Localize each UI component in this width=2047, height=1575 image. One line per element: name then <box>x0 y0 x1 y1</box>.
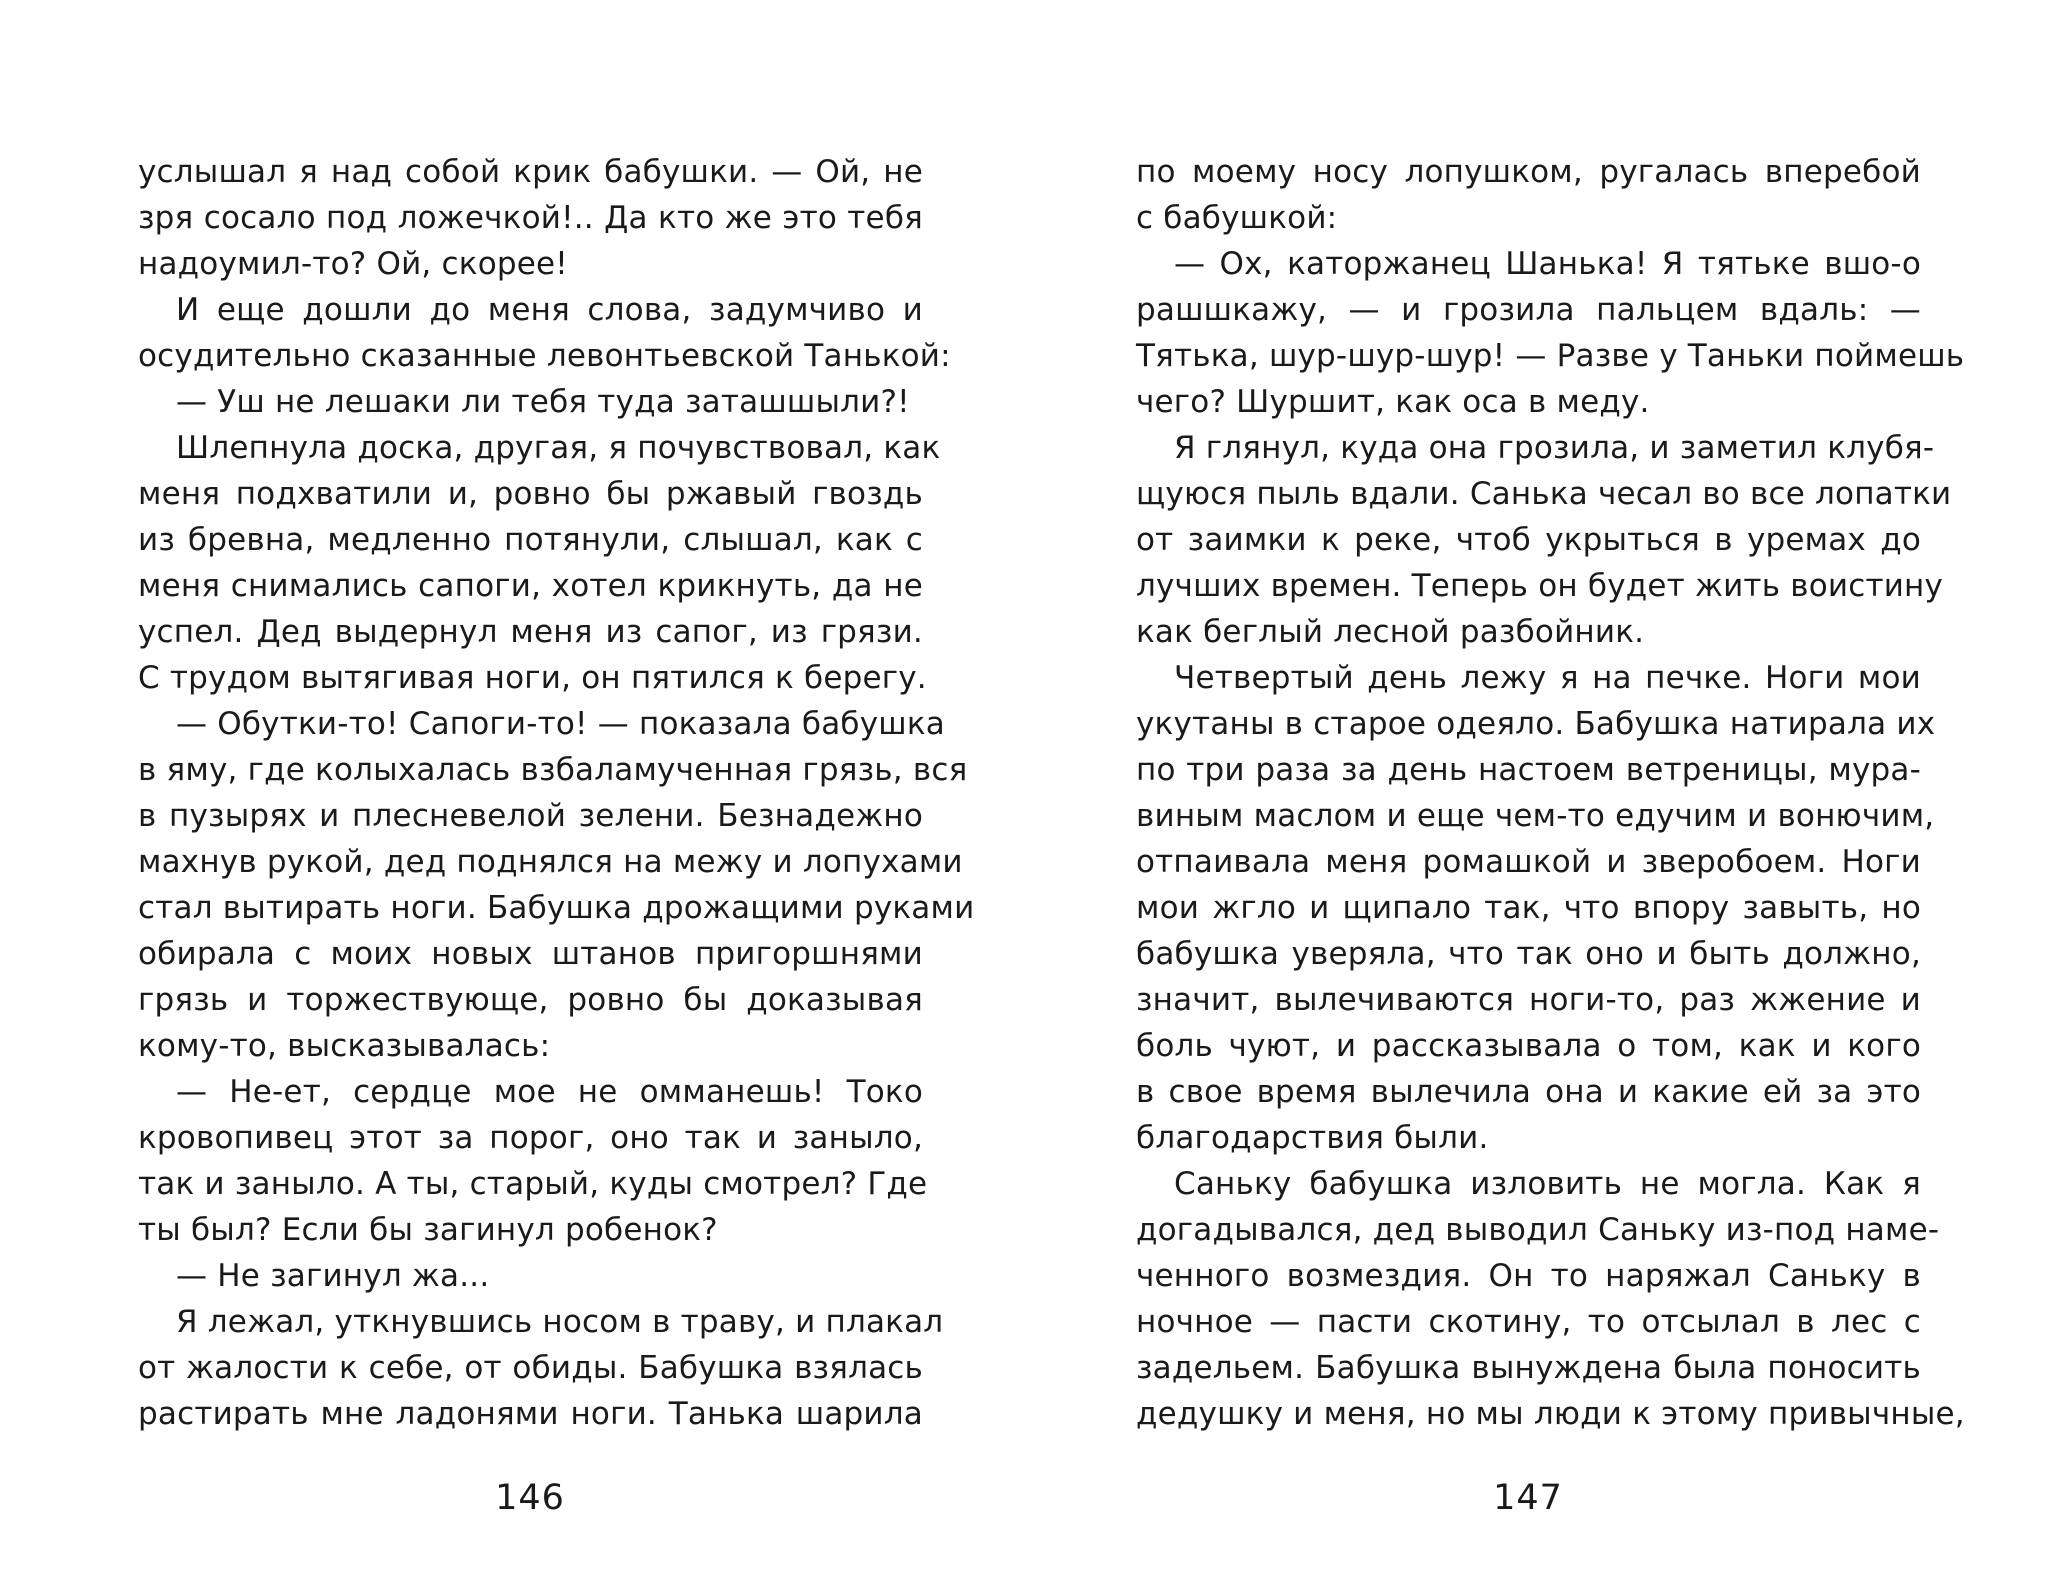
text-line: так и заныло. А ты, старый, куды смотрел? Где <box>138 1166 928 1202</box>
text-line: ночное — пасти скотину, то отсылал в лес с <box>1136 1304 1921 1340</box>
text-line: в яму, где колыхалась взбаламученная грязь, вся <box>138 752 968 788</box>
text-line: стал вытирать ноги. Бабушка дрожащими руками <box>138 890 975 926</box>
text-line: дедушку и меня, но мы люди к этому привычные, <box>1136 1396 1965 1432</box>
text-line: ченного возмездия. Он то наряжал Саньку в <box>1136 1258 1921 1294</box>
text-line: — Не-ет, сердце мое не омманешь! Токо <box>176 1074 923 1110</box>
text-line: из бревна, медленно потянули, слышал, как с <box>138 522 923 558</box>
text-line: Четвертый день лежу я на печке. Ноги мои <box>1174 660 1921 696</box>
text-line: ты был? Если бы загинул робенок? <box>138 1212 718 1248</box>
text-line: Шлепнула доска, другая, я почувствовал, как <box>176 430 941 466</box>
text-line: задельем. Бабушка вынуждена была поносить <box>1136 1350 1921 1386</box>
text-line: — Обутки-то! Сапоги-то! — показала бабушка <box>176 706 945 742</box>
text-line: махнув рукой, дед поднялся на межу и лопухами <box>138 844 963 880</box>
text-line: по моему носу лопушком, ругалась вперебой <box>1136 154 1921 190</box>
text-line: виным маслом и еще чем-то едучим и вонючим, <box>1136 798 1935 834</box>
text-line: Я лежал, уткнувшись носом в траву, и плакал <box>176 1304 944 1340</box>
text-line: кому-то, высказывалась: <box>138 1028 551 1064</box>
text-line: по три раза за день настоем ветреницы, мура- <box>1136 752 1921 788</box>
text-line: мои жгло и щипало так, что впору завыть, но <box>1136 890 1921 926</box>
text-line: обирала с моих новых штанов пригоршнями <box>138 936 923 972</box>
left-page-text <box>138 149 975 1437</box>
text-line: грязь и торжествующе, ровно бы доказывая <box>138 982 923 1018</box>
text-line: благодарствия были. <box>1136 1120 1489 1156</box>
text-line: боль чуют, и рассказывала о том, как и кого <box>1136 1028 1921 1064</box>
text-line: меня подхватили и, ровно бы ржавый гвоздь <box>138 476 923 512</box>
text-line: успел. Дед выдернул меня из сапог, из грязи. <box>138 614 923 650</box>
text-line: растирать мне ладонями ноги. Танька шарила <box>138 1396 923 1432</box>
text-line: значит, вылечиваются ноги-то, раз жжение и <box>1136 982 1921 1018</box>
text-line: отпаивала меня ромашкой и зверобоем. Ноги <box>1136 844 1921 880</box>
text-line: как беглый лесной разбойник. <box>1136 614 1645 650</box>
text-line: Я глянул, куда она грозила, и заметил клубя- <box>1174 430 1935 466</box>
text-line: Тятька, шур-шур-шур! — Разве у Таньки поймешь <box>1136 338 1965 374</box>
text-line: бабушка уверяла, что так оно и быть должно, <box>1136 936 1921 972</box>
text-line: Саньку бабушка изловить не могла. Как я <box>1174 1166 1921 1202</box>
text-line: в пузырях и плесневелой зелени. Безнадежно <box>138 798 923 834</box>
left-page <box>138 149 975 1437</box>
right-page-number: 147 <box>1493 1478 1563 1518</box>
text-line: лучших времен. Теперь он будет жить воистину <box>1136 568 1944 604</box>
text-line: — Ох, каторжанец Шанька! Я тятьке вшо-о <box>1174 246 1921 282</box>
text-line: меня снимались сапоги, хотел крикнуть, да не <box>138 568 923 604</box>
text-line: кровопивец этот за порог, оно так и заныло, <box>138 1120 923 1156</box>
text-line: услышал я над собой крик бабушки. — Ой, не <box>138 154 923 190</box>
text-line: — Уш не лешаки ли тебя туда заташшыли?! <box>176 384 910 420</box>
left-page-number: 146 <box>495 1478 565 1518</box>
text-line: от жалости к себе, от обиды. Бабушка взялась <box>138 1350 923 1386</box>
right-page-text <box>1136 149 1965 1437</box>
text-line: осудительно сказанные левонтьевской Танькой: <box>138 338 951 374</box>
right-page <box>1136 149 1965 1437</box>
text-line: чего? Шуршит, как оса в меду. <box>1136 384 1650 420</box>
text-line: С трудом вытягивая ноги, он пятился к берегу. <box>138 660 927 696</box>
text-line: щуюся пыль вдали. Санька чесал во все лопатки <box>1136 476 1952 512</box>
text-line: от заимки к реке, чтоб укрыться в уремах до <box>1136 522 1921 558</box>
text-line: — Не загинул жа... <box>176 1258 490 1294</box>
text-line: зря сосало под ложечкой!.. Да кто же это тебя <box>138 200 923 236</box>
text-line: надоумил-то? Ой, скорее! <box>138 246 568 282</box>
text-line: укутаны в старое одеяло. Бабушка натирала их <box>1136 706 1936 742</box>
text-line: догадывался, дед выводил Саньку из-под наме- <box>1136 1212 1940 1248</box>
text-line: И еще дошли до меня слова, задумчиво и <box>176 292 923 328</box>
text-line: рашшкажу, — и грозила пальцем вдаль: — <box>1136 292 1921 328</box>
text-line: с бабушкой: <box>1136 200 1338 236</box>
text-line: в свое время вылечила она и какие ей за это <box>1136 1074 1921 1110</box>
